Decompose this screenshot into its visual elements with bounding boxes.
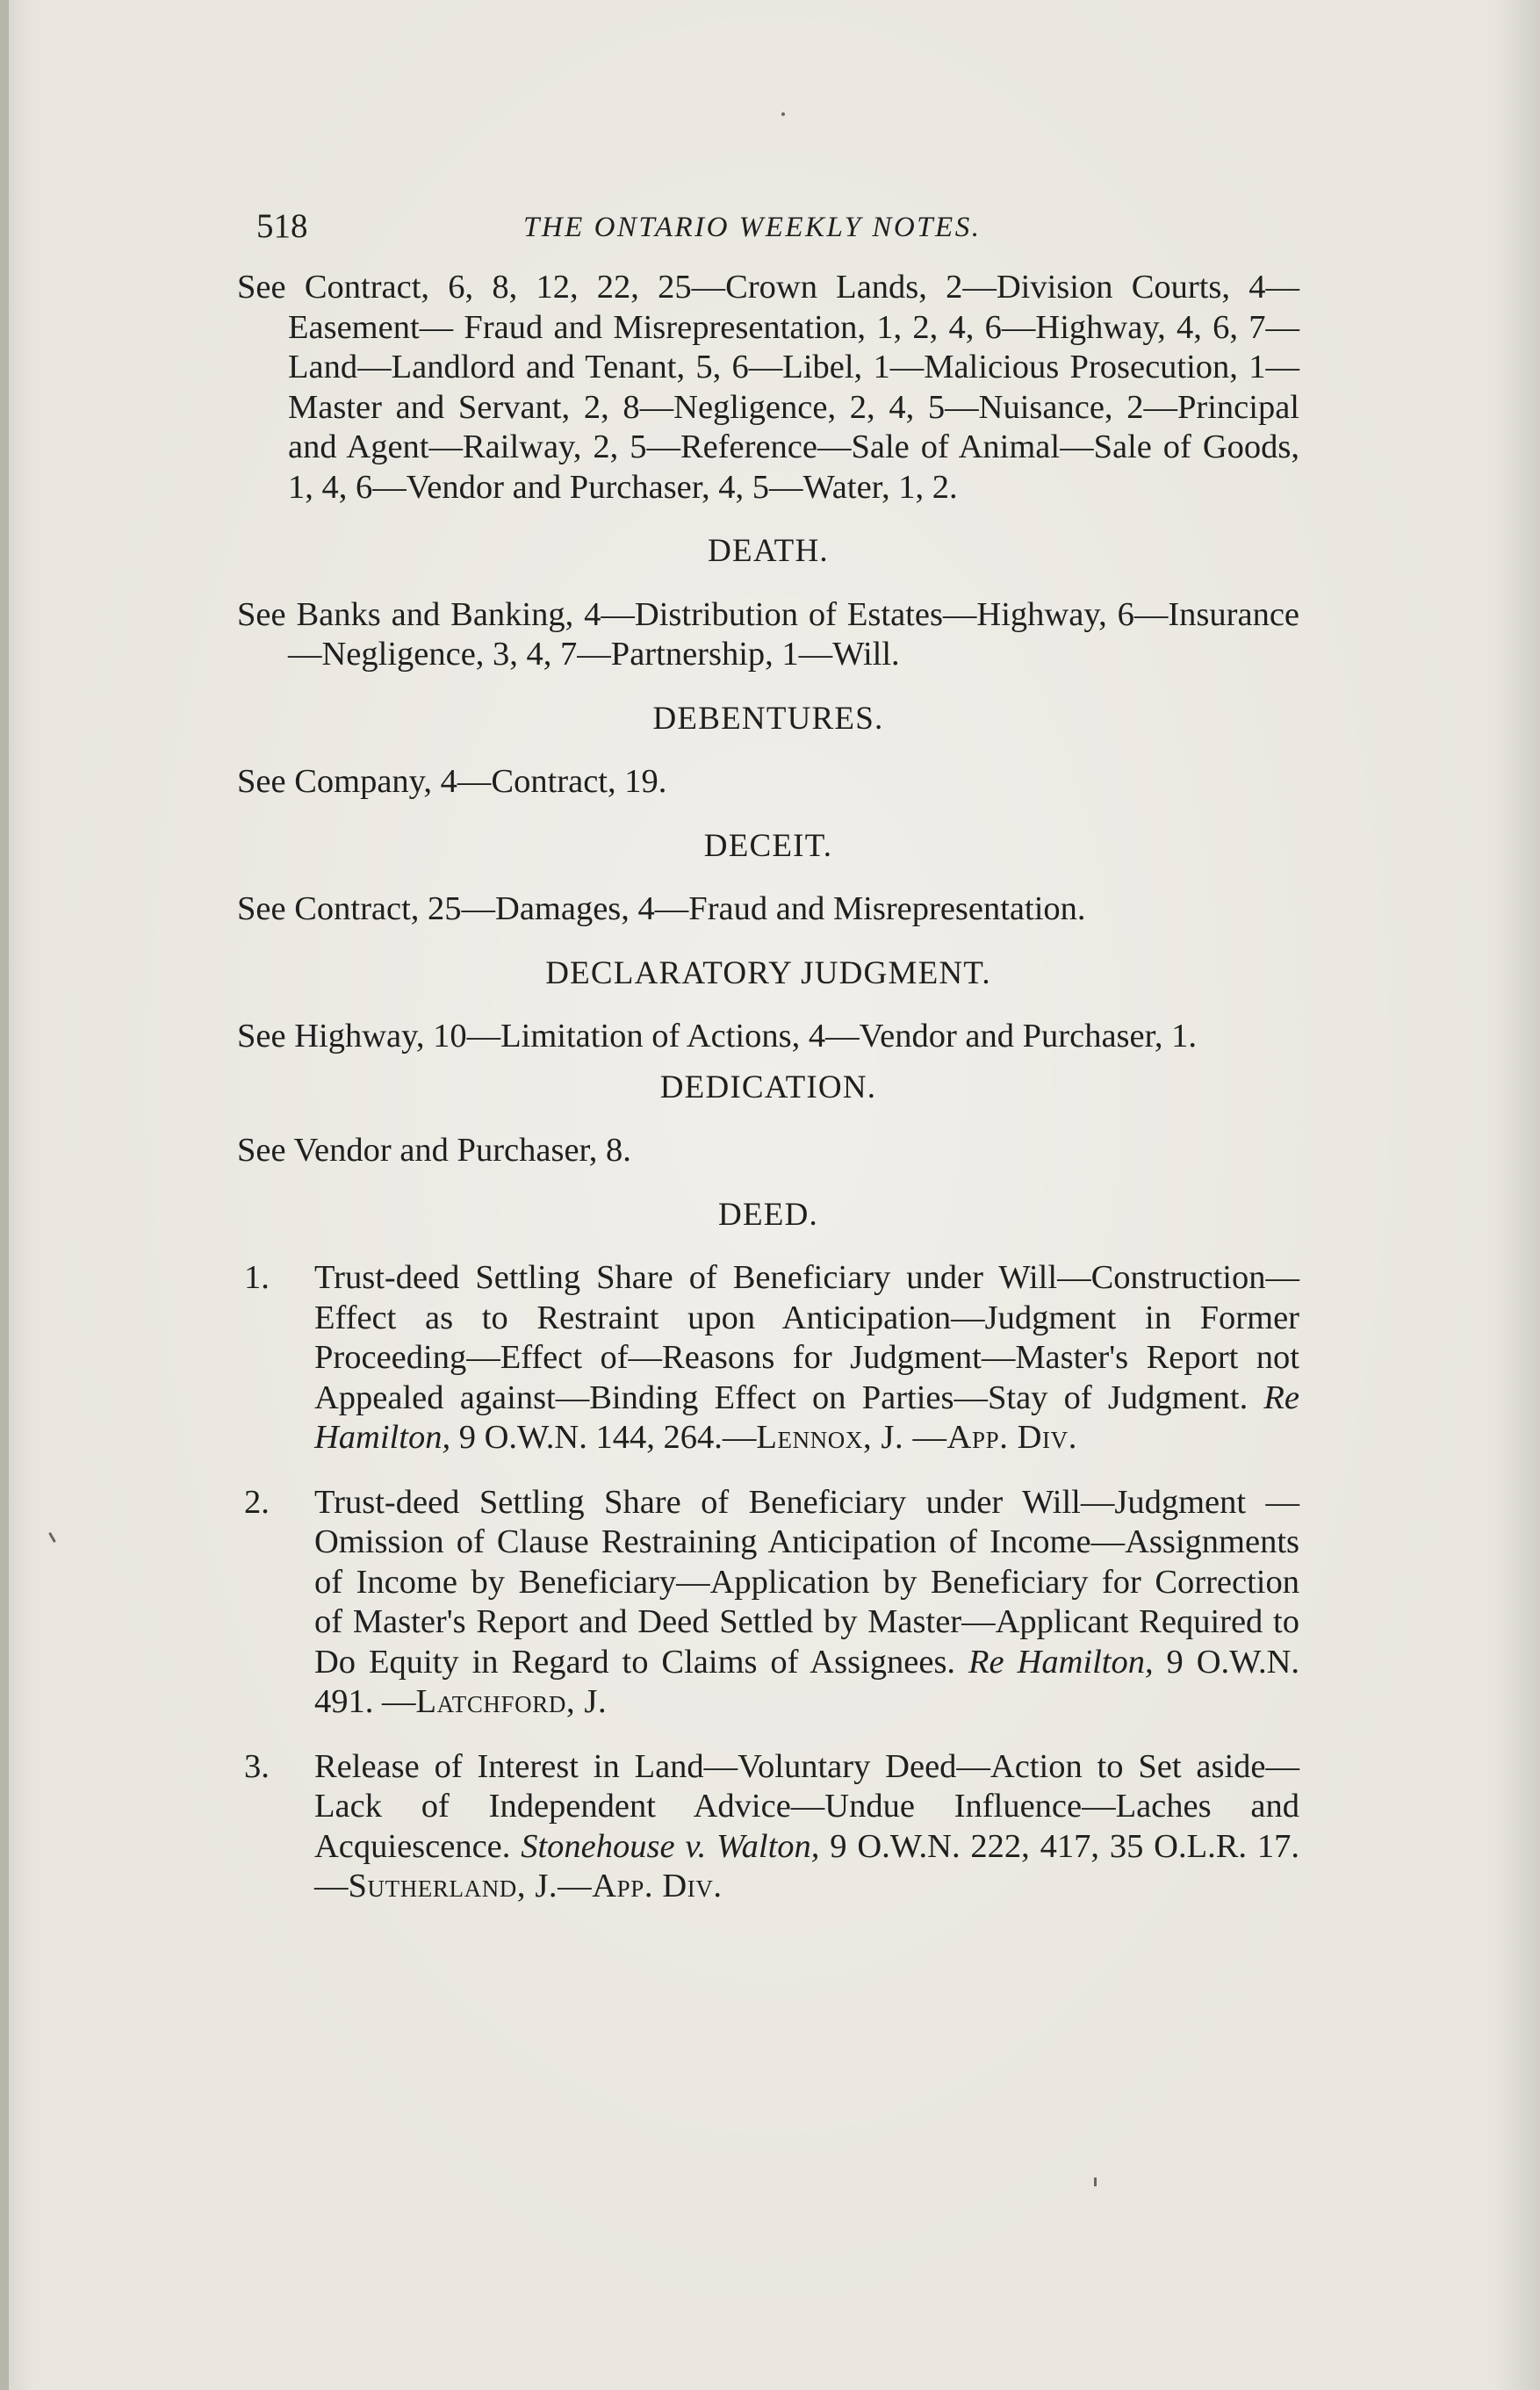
ink-speck [48,1532,56,1543]
dedication-text: See Vendor and Purchaser, 8. [237,1132,631,1169]
judge-name: Latchford, J. [415,1683,608,1720]
entry-number: 1. [244,1259,270,1296]
heading-deed: DEED. [718,1196,818,1233]
entry-text: Trust-deed Settling Share of Beneficiary under Will—Construction—Effect as to Restraint upon Anticipation—Judgment in Former Proceeding—Effect of—Reasons for Judgment—Master's Report not Appealed against—Binding Effect on Parties—Stay of Judgment. [314,1259,1299,1416]
deed-entry [237,1483,1299,1723]
page-content [237,198,1299,1932]
entry-text: Release of Interest in Land—Voluntary Deed—Action to Set aside—Lack of Independent Advice—Undue Influence—Laches and Acquiescence. [314,1747,1299,1865]
running-head [237,198,1299,268]
opening-paragraph: See Contract, 6, 8, 12, 22, 25—Crown Lands, 2—Division Courts, 4—Easement— Fraud and Misrepresentation, 1, 2, 4, 6—Highway, 4, 6, 7—Land—Landlord and Tenant, 5, 6—Libel, 1—Malicious Prosecution, 1—Master and Servant, 2, 8—Negligence, 2, 4, 5—Nuisance, 2—Principal and Agent—Railway, 2, 5—Reference—Sale of Animal—Sale of Goods, 1, 4, 6—Vendor and Purchaser, 4, 5—Water, 1, 2. [237,269,1299,506]
case-name: Re Hamilton, [314,1379,1299,1456]
heading-deceit: DECEIT. [703,827,833,864]
entry-number: 2. [244,1483,270,1521]
judge-name: Lennox, J. —App. Div. [756,1419,1077,1456]
case-citation: 9 O.W.N. 222, 417, 35 O.L.R. 17.— [314,1827,1299,1904]
page-number: 518 [256,207,308,245]
case-name: Re Hamilton, [968,1643,1154,1681]
journal-title: THE ONTARIO WEEKLY NOTES. [523,212,982,243]
case-citation: 9 O.W.N. 491. — [314,1643,1300,1720]
death-text: See Banks and Banking, 4—Distribution of Estates—Highway, 6—Insurance—Negligence, 3, 4, 7—Partnership, 1—Will. [237,595,1299,673]
heading-dedication: DEDICATION. [659,1069,877,1105]
declaratory-judgment-text: See Highway, 10—Limitation of Actions, 4—Vendor and Purchaser, 1. [237,1018,1198,1055]
judge-name: Sutherland, J.—App. Div. [348,1868,723,1904]
ink-speck [781,112,785,116]
debentures-text: See Company, 4—Contract, 19. [237,763,667,800]
ink-speck [1094,2178,1097,2186]
deceit-text: See Contract, 25—Damages, 4—Fraud and Misrepresentation. [237,890,1086,927]
binding-edge [0,0,9,2390]
entry-text: Trust-deed Settling Share of Beneficiary under Will—Judgment —Omission of Clause Restraining Anticipation of Income—Assignments of Income by Beneficiary—Application by Beneficiary for Correction of Master's Report and Deed Settled by Master—Applicant Required to Do Equity in Regard to Claims of Assignees. [314,1483,1299,1681]
heading-debentures: DEBENTURES. [652,700,884,737]
heading-death: DEATH. [708,533,829,569]
deed-entry [237,1747,1299,1907]
heading-declaratory-judgment: DECLARATORY JUDGMENT. [545,954,991,991]
entry-number: 3. [244,1747,270,1785]
deed-entry [237,1258,1299,1458]
case-citation: 9 O.W.N. 144, 264.— [458,1419,757,1456]
case-name: Stonehouse v. Walton, [521,1827,820,1865]
